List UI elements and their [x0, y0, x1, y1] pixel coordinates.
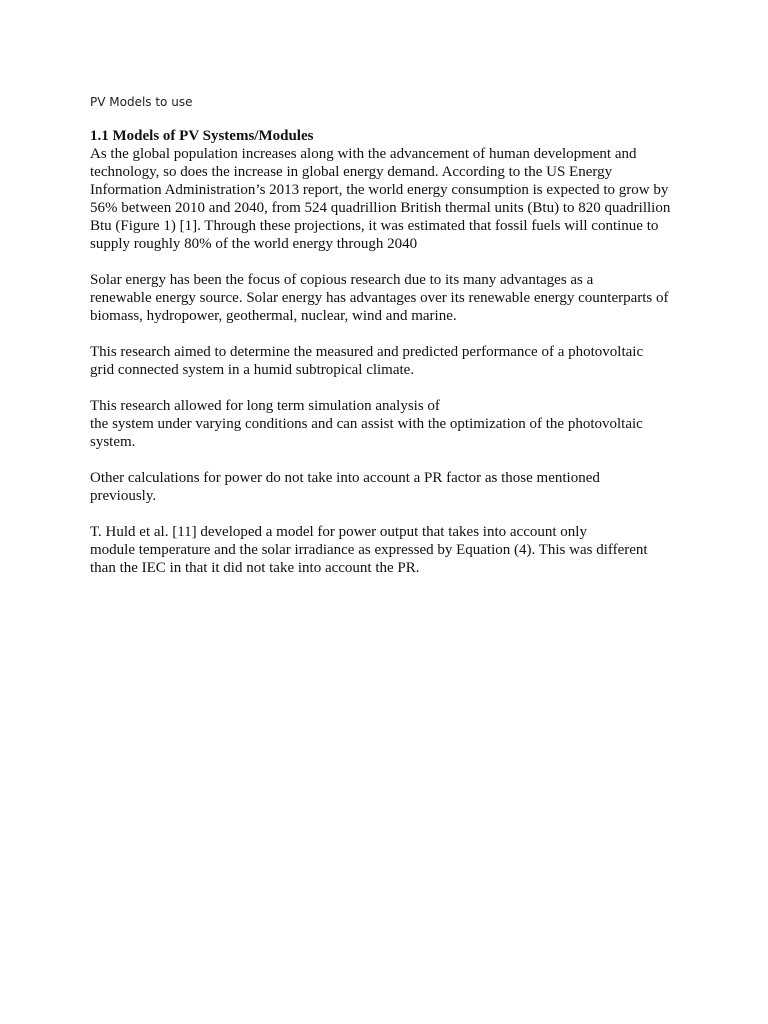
paragraph-line: than the IEC in that it did not take into account the PR. — [90, 560, 420, 576]
paragraph-solar-advantages — [90, 271, 690, 325]
paragraph-line: renewable energy source. Solar energy has advantages over its renewable energy counterparts of — [90, 290, 669, 306]
document-body — [90, 93, 690, 595]
section-title: 1.1 Models of PV Systems/Modules — [90, 128, 314, 144]
paragraph-line: Btu (Figure 1) [1]. Through these projections, it was estimated that fossil fuels will continue to — [90, 218, 659, 234]
paragraph-line: the system under varying conditions and can assist with the optimization of the photovoltaic — [90, 416, 643, 432]
paragraph-other-calculations — [90, 469, 690, 505]
paragraph-global-energy-demand — [90, 145, 690, 253]
paragraph-line: Information Administration’s 2013 report, the world energy consumption is expected to grow by — [90, 182, 669, 198]
paragraph-line: supply roughly 80% of the world energy through 2040 — [90, 236, 418, 252]
paragraph-line: biomass, hydropower, geothermal, nuclear, wind and marine. — [90, 308, 457, 324]
document-heading: PV Models to use — [90, 95, 193, 109]
paragraph-line: 56% between 2010 and 2040, from 524 quadrillion British thermal units (Btu) to 820 quadrillion — [90, 200, 671, 216]
paragraph-line: module temperature and the solar irradiance as expressed by Equation (4). This was different — [90, 542, 648, 558]
paragraph-line: This research aimed to determine the measured and predicted performance of a photovoltaic — [90, 344, 644, 360]
paragraph-simulation-analysis — [90, 397, 690, 451]
paragraph-line: Other calculations for power do not take into account a PR factor as those mentioned — [90, 470, 600, 486]
paragraph-line: previously. — [90, 488, 157, 504]
paragraph-line: This research allowed for long term simulation analysis of — [90, 398, 440, 414]
paragraph-line: technology, so does the increase in global energy demand. According to the US Energy — [90, 164, 613, 180]
paragraph-huld-model — [90, 523, 690, 577]
paragraph-line: system. — [90, 434, 136, 450]
paragraph-line: As the global population increases along with the advancement of human development and — [90, 146, 637, 162]
paragraph-line: T. Huld et al. [11] developed a model for power output that takes into account only — [90, 524, 587, 540]
paragraph-line: Solar energy has been the focus of copious research due to its many advantages as a — [90, 272, 594, 288]
paragraph-line: grid connected system in a humid subtropical climate. — [90, 362, 415, 378]
paragraph-research-aim — [90, 343, 690, 379]
